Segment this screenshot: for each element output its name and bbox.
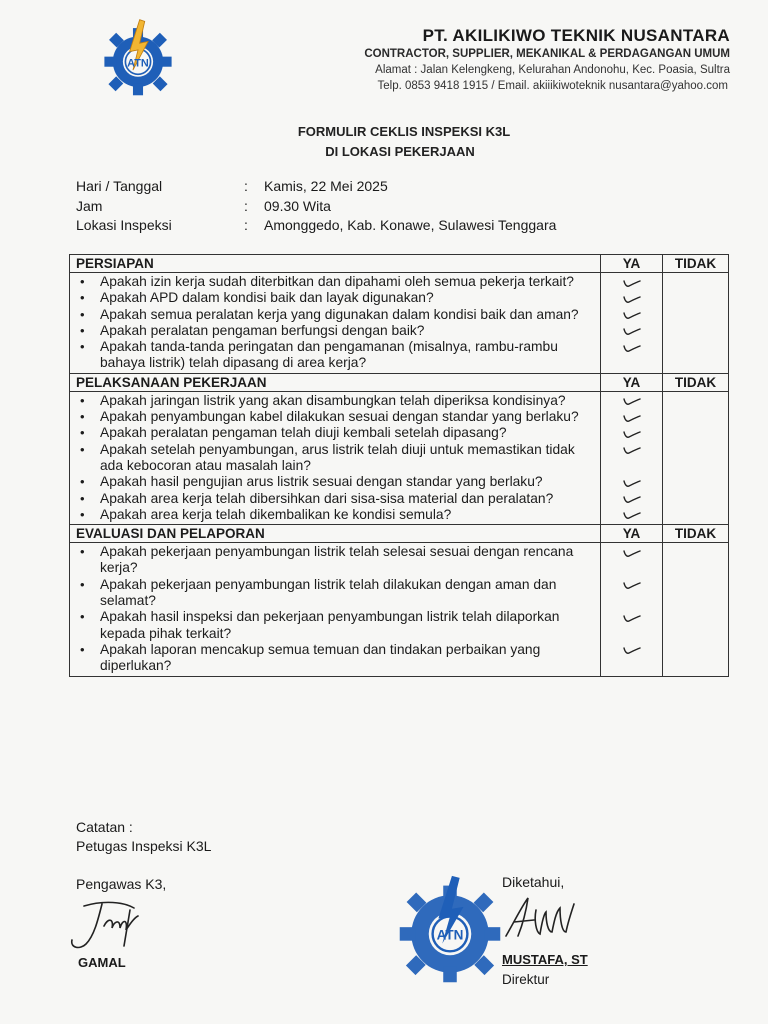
company-name: PT. AKILIKIWO TEKNIK NUSANTARA (422, 26, 730, 45)
check-mark-icon (623, 430, 641, 440)
check-mark-icon (623, 614, 641, 624)
question-cell (70, 391, 601, 524)
checklist-question: • Apakah peralatan pengaman berfungsi dengan baik? (100, 323, 594, 339)
checklist-question: • Apakah area kerja telah dibersihkan dari sisa-sisa material dan peralatan? (100, 491, 594, 507)
checklist-question: • Apakah laporan mencakup semua temuan dan tindakan perbaikan yang diperlukan? (100, 642, 594, 675)
check-mark-icon (623, 397, 641, 407)
section-body-row (70, 273, 729, 374)
info-time-row (76, 198, 331, 214)
date-label: Hari / Tanggal (76, 178, 163, 194)
checklist-question: • Apakah penyambungan kabel dilakukan sesuai dengan standar yang berlaku? (100, 409, 594, 425)
time-value: 09.30 Wita (264, 198, 331, 214)
check-mark-icon (623, 414, 641, 424)
location-label: Lokasi Inspeksi (76, 217, 172, 233)
tidak-cell (663, 543, 729, 676)
company-address: Alamat : Jalan Kelengkeng, Kelurahan Andonohu, Kec. Poasia, Sultra (375, 64, 730, 76)
section-header-row (70, 255, 729, 273)
checklist-question: • Apakah hasil inspeksi dan pekerjaan penyambungan listrik telah dilaporkan kepada pihak terkait? (100, 609, 594, 642)
section-body-row (70, 391, 729, 524)
column-ya: YA (601, 373, 663, 391)
date-value: Kamis, 22 Mei 2025 (264, 178, 388, 194)
question-list (100, 393, 594, 523)
checklist-question: • Apakah jaringan listrik yang akan disambungkan telah diperiksa kondisinya? (100, 393, 594, 409)
section-body-row (70, 543, 729, 676)
check-mark-icon (623, 279, 641, 289)
notes-label: Catatan : (76, 819, 133, 835)
check-mark-icon (623, 446, 641, 456)
tidak-cell (663, 273, 729, 374)
checklist-question: • Apakah tanda-tanda peringatan dan pengamanan (misalnya, rambu-rambu bahaya listrik) telah dipasang di area kerja? (100, 339, 594, 372)
ya-cell (601, 273, 663, 374)
ya-cell (601, 391, 663, 524)
checklist-question: • Apakah setelah penyambungan, arus listrik telah diuji untuk memastikan tidak ada kebocoran atau masalah lain? (100, 442, 594, 475)
checklist-question: • Apakah pekerjaan penyambungan listrik telah selesai sesuai dengan rencana kerja? (100, 544, 594, 577)
time-label: Jam (76, 198, 103, 214)
checklist-question: • Apakah APD dalam kondisi baik dan layak digunakan? (100, 290, 594, 306)
director-role: Diketahui, (502, 874, 565, 890)
question-cell (70, 273, 601, 374)
check-mark-icon (623, 646, 641, 656)
section-header-row (70, 373, 729, 391)
checklist-question: • Apakah area kerja telah dikembalikan ke kondisi semula? (100, 507, 594, 523)
date-colon: : (244, 178, 248, 194)
check-mark-icon (623, 295, 641, 305)
company-subtitle: CONTRACTOR, SUPPLIER, MEKANIKAL & PERDAGANGAN UMUM (364, 48, 730, 60)
svg-text:ATN: ATN (436, 927, 464, 943)
check-mark-icon (623, 495, 641, 505)
check-mark-icon (623, 511, 641, 521)
company-contact: Telp. 0853 9418 1915 / Email. akiiikiwoteknik nusantara@yahoo.com (377, 80, 728, 92)
checklist-question: • Apakah peralatan pengaman telah diuji kembali setelah dipasang? (100, 425, 594, 441)
column-tidak: TIDAK (663, 373, 729, 391)
check-mark-icon (623, 344, 641, 354)
section-title: EVALUASI DAN PELAPORAN (70, 525, 601, 543)
supervisor-name: GAMAL (78, 955, 126, 970)
location-colon: : (244, 217, 248, 233)
info-date-row (76, 178, 388, 194)
checklist-question: • Apakah izin kerja sudah diterbitkan dan dipahami oleh semua pekerja terkait? (100, 274, 594, 290)
info-location-row (76, 217, 556, 233)
column-tidak: TIDAK (663, 525, 729, 543)
time-colon: : (244, 198, 248, 214)
svg-text:ATN: ATN (127, 57, 149, 70)
check-mark-icon (623, 327, 641, 337)
director-title: Direktur (502, 972, 550, 987)
checklist-question: • Apakah pekerjaan penyambungan listrik telah dilakukan dengan aman dan selamat? (100, 577, 594, 610)
location-value: Amonggedo, Kab. Konawe, Sulawesi Tenggara (264, 217, 557, 233)
form-subtitle: DI LOKASI PEKERJAAN (325, 144, 475, 159)
company-stamp-icon (392, 874, 508, 990)
tidak-cell (663, 391, 729, 524)
director-name: MUSTAFA, ST (502, 952, 588, 967)
check-mark-icon (623, 581, 641, 591)
check-mark-icon (623, 549, 641, 559)
question-cell (70, 543, 601, 676)
director-signature-icon (500, 892, 580, 946)
ya-cell (601, 543, 663, 676)
inspector-label: Petugas Inspeksi K3L (76, 838, 212, 854)
supervisor-role: Pengawas K3, (76, 876, 167, 892)
question-list (100, 274, 594, 372)
section-title: PERSIAPAN (70, 255, 601, 273)
column-tidak: TIDAK (663, 255, 729, 273)
column-ya: YA (601, 525, 663, 543)
checklist-question: • Apakah hasil pengujian arus listrik sesuai dengan standar yang berlaku? (100, 474, 594, 490)
checklist-table (69, 254, 729, 677)
company-logo-icon (96, 18, 180, 102)
check-mark-icon (623, 479, 641, 489)
column-ya: YA (601, 255, 663, 273)
form-title: FORMULIR CEKLIS INSPEKSI K3L (297, 124, 511, 139)
question-list (100, 544, 594, 674)
check-mark-icon (623, 311, 641, 321)
section-header-row (70, 525, 729, 543)
checklist-question: • Apakah semua peralatan kerja yang digunakan dalam kondisi baik dan aman? (100, 307, 594, 323)
section-title: PELAKSANAAN PEKERJAAN (70, 373, 601, 391)
supervisor-signature-icon (64, 896, 154, 954)
